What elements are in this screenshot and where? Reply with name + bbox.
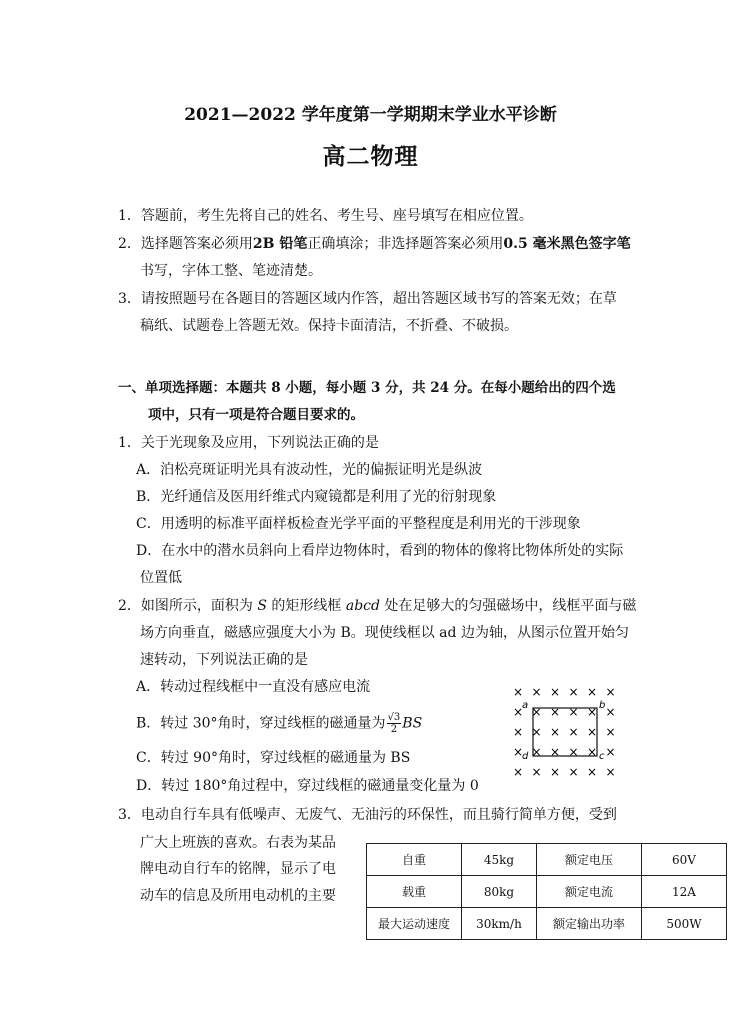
field-cross-mark: × <box>531 705 542 719</box>
table-cell: 载重 <box>367 876 462 908</box>
field-cross-mark: × <box>586 705 598 719</box>
field-cross-mark: × <box>531 745 542 759</box>
field-cross-mark: × <box>512 745 524 759</box>
note-text: 正确填涂；非选择题答案必须用 <box>307 236 504 252</box>
table-cell: 45kg <box>462 844 537 876</box>
corner-label-c: c <box>599 751 605 762</box>
note-number: 2． <box>118 236 141 252</box>
field-cross-mark: × <box>586 745 598 759</box>
q1-option-a: A．泊松亮斑证明光具有波动性，光的偏振证明光是纵波 <box>136 462 483 478</box>
field-cross-mark: × <box>531 685 542 699</box>
q3-stem-line4: 动车的信息及所用电动机的主要 <box>140 888 336 904</box>
field-cross-mark: × <box>568 725 579 739</box>
table-cell: 额定输出功率 <box>537 908 642 940</box>
field-cross-mark: × <box>512 705 524 719</box>
note-text: 请按照题号在各题目的答题区域内作答，超出答题区域书写的答案无效；在草 <box>140 291 617 307</box>
q2-text: 处在足够大的匀强磁场中，线框平面与磁 <box>379 598 637 614</box>
q2-option-a: A．转动过程线框中一直没有感应电流 <box>136 679 371 695</box>
fraction-denominator: 2 <box>390 724 398 735</box>
corner-label-a: a <box>522 700 529 711</box>
q3-stem-line3: 牌电动自行车的铭牌，显示了电 <box>140 861 336 877</box>
q2-option-b-text: B．转过 30°角时，穿过线框的磁通量为 <box>136 715 386 732</box>
q2-text: 2．如图所示，面积为 <box>118 598 258 614</box>
section-heading: 一、单项选择题：本题共 8 小题，每小题 3 分，共 24 分。在每小题给出的四个选 <box>118 380 616 396</box>
table-cell: 自重 <box>367 844 462 876</box>
q1-option-c: C．用透明的标准平面样板检查光学平面的平整程度是利用光的干涉现象 <box>136 516 581 532</box>
table-cell: 额定电压 <box>537 844 642 876</box>
table-row <box>367 844 727 876</box>
corner-label-b: b <box>599 700 606 711</box>
note-1 <box>118 206 533 226</box>
q2-var-s: S <box>257 598 267 614</box>
field-cross-mark: × <box>549 745 561 759</box>
field-cross-mark: × <box>605 745 616 759</box>
field-cross-mark: × <box>605 725 616 739</box>
field-cross-mark: × <box>549 765 561 779</box>
subject-title: 高二物理 <box>322 143 419 170</box>
bike-spec-table <box>366 843 727 940</box>
table-row <box>367 876 727 908</box>
q2-option-c: C．转过 90°角时，穿过线框的磁通量为 BS <box>136 750 411 766</box>
section-heading-cont: 项中，只有一项是符合题目要求的。 <box>148 407 364 423</box>
q2-option-b <box>136 712 422 735</box>
q2-option-d: D．转过 180°角过程中，穿过线框的磁通量变化量为 0 <box>136 778 479 794</box>
field-cross-mark: × <box>605 685 616 699</box>
field-cross-mark: × <box>568 765 579 779</box>
note-2 <box>118 234 631 254</box>
note-bold-pen: 0.5 毫米黑色签字笔 <box>503 236 631 252</box>
field-cross-mark: × <box>568 705 579 719</box>
note-bold-pencil: 2B 铅笔 <box>252 236 308 252</box>
sqrt3-over-2-fraction <box>387 712 402 735</box>
note-2-cont: 书写，字体工整、笔迹清楚。 <box>140 263 322 279</box>
table-row <box>367 908 727 940</box>
note-number: 1． <box>118 208 141 224</box>
field-cross-mark: × <box>568 745 579 759</box>
note-text: 答题前，考生先将自己的姓名、考生号、座号填写在相应位置。 <box>140 208 533 224</box>
field-cross-mark: × <box>605 705 616 719</box>
field-cross-mark: × <box>531 765 542 779</box>
table-cell: 最大运动速度 <box>367 908 462 940</box>
q2-stem-line2: 场方向垂直，磁感应强度大小为 B。现使线框以 ad 边为轴，从图示位置开始匀 <box>140 625 629 641</box>
field-cross-mark: × <box>512 765 524 779</box>
note-text: 选择题答案必须用 <box>140 236 253 252</box>
q3-stem-line1: 3．电动自行车具有低噪声、无废气、无油污的环保性，而且骑行简单方便，受到 <box>118 807 617 823</box>
fraction-numerator: √3 <box>387 712 401 723</box>
note-3 <box>118 289 617 309</box>
note-number: 3． <box>118 291 141 307</box>
table-cell: 500W <box>642 908 727 940</box>
table-cell: 12A <box>642 876 727 908</box>
field-cross-mark: × <box>586 765 598 779</box>
field-cross-mark: × <box>549 725 561 739</box>
q2-stem-line1 <box>118 596 636 616</box>
q1-option-d-cont: 位置低 <box>140 570 182 586</box>
field-cross-mark: × <box>605 765 616 779</box>
corner-label-d: d <box>522 751 529 762</box>
table-cell: 额定电流 <box>537 876 642 908</box>
field-cross-mark: × <box>512 725 524 739</box>
field-cross-mark: × <box>531 725 542 739</box>
field-cross-mark: × <box>586 685 598 699</box>
q2-stem-line3: 速转动，下列说法正确的是 <box>140 652 308 668</box>
magnetic-field-figure <box>508 683 623 783</box>
q3-stem-line2: 广大上班族的喜欢。右表为某品 <box>140 835 336 851</box>
field-cross-mark: × <box>549 705 561 719</box>
table-cell: 60V <box>642 844 727 876</box>
q1-stem: 1．关于光现象及应用，下列说法正确的是 <box>118 435 379 451</box>
q1-option-d: D．在水中的潜水员斜向上看岸边物体时，看到的物体的像将比物体所处的实际 <box>136 543 624 559</box>
table-cell: 80kg <box>462 876 537 908</box>
q2-option-b-bs: BS <box>402 715 423 732</box>
q1-option-b: B．光纤通信及医用纤维式内窥镜都是利用了光的衍射现象 <box>136 489 497 505</box>
field-cross-mark: × <box>512 685 524 699</box>
field-cross-mark: × <box>549 685 561 699</box>
note-3-cont: 稿纸、试题卷上答题无效。保持卡面清洁，不折叠、不破损。 <box>140 318 518 334</box>
field-cross-mark: × <box>568 685 579 699</box>
q2-text: 的矩形线框 <box>266 598 346 614</box>
exam-title: 2021—2022 学年度第一学期期末学业水平诊断 <box>184 105 557 125</box>
q2-var-abcd: abcd <box>345 598 380 614</box>
field-cross-mark: × <box>586 725 598 739</box>
table-cell: 30km/h <box>462 908 537 940</box>
